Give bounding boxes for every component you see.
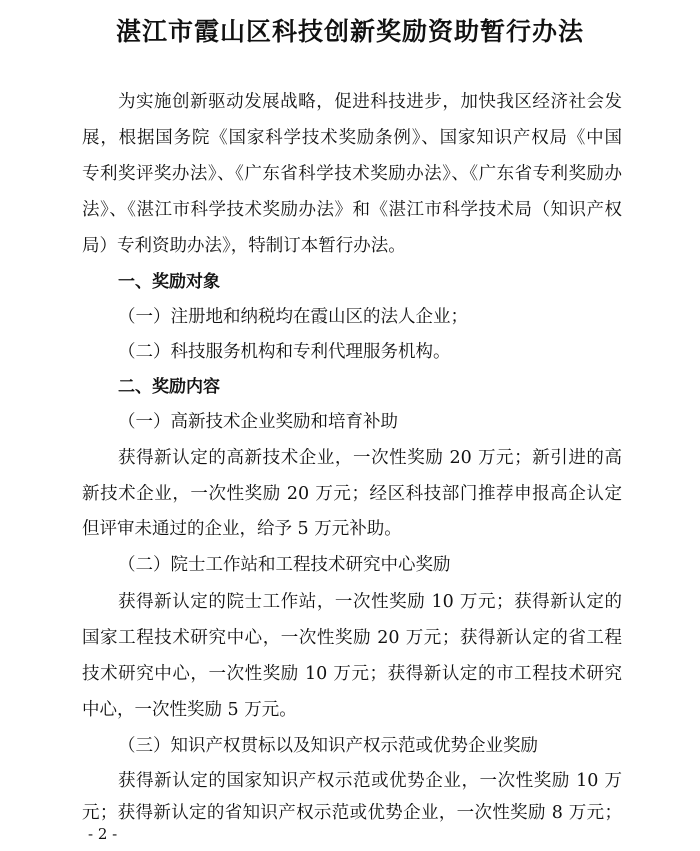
section-heading: 二、奖励内容 bbox=[118, 377, 220, 397]
paragraph-line: 中心，一次性奖励 5 万元。 bbox=[82, 700, 297, 720]
preamble-line: 为实施创新驱动发展战略，促进科技进步，加快我区经济社会发 bbox=[118, 92, 622, 112]
paragraph-line: 获得新认定的国家知识产权示范或优势企业，一次性奖励 10 万 bbox=[118, 771, 622, 791]
subsection-heading: （二）院士工作站和工程技术研究中心奖励 bbox=[118, 555, 451, 575]
preamble-line: 局）专利资助办法》，特制订本暂行办法。 bbox=[82, 236, 406, 256]
paragraph-line: 获得新认定的高新技术企业，一次性奖励 20 万元；新引进的高 bbox=[118, 448, 622, 468]
section-heading: 一、奖励对象 bbox=[118, 272, 220, 292]
subsection-heading: （一）高新技术企业奖励和培育补助 bbox=[118, 412, 398, 432]
paragraph-line: 但评审未通过的企业，给予 5 万元补助。 bbox=[82, 519, 402, 539]
paragraph-line: 技术研究中心，一次性奖励 10 万元；获得新认定的市工程技术研究 bbox=[82, 664, 622, 684]
preamble-line: 法》、《湛江市科学技术奖励办法》和《湛江市科学技术局（知识产权 bbox=[82, 200, 622, 220]
paragraph-line: 国家工程技术研究中心，一次性奖励 20 万元；获得新认定的省工程 bbox=[82, 628, 622, 648]
subsection-heading: （三）知识产权贯标以及知识产权示范或优势企业奖励 bbox=[118, 736, 538, 756]
list-item: （二）科技服务机构和专利代理服务机构。 bbox=[118, 342, 451, 362]
preamble-line: 专利奖评奖办法》、《广东省科学技术奖励办法》、《广东省专利奖励办 bbox=[82, 164, 622, 184]
paragraph-line: 新技术企业，一次性奖励 20 万元；经区科技部门推荐申报高企认定 bbox=[82, 484, 622, 504]
paragraph-line: 获得新认定的院士工作站，一次性奖励 10 万元；获得新认定的 bbox=[118, 592, 622, 612]
page-number: - 2 - bbox=[88, 825, 118, 843]
list-item: （一）注册地和纳税均在霞山区的法人企业； bbox=[118, 307, 468, 327]
document-title: 湛江市霞山区科技创新奖励资助暂行办法 bbox=[115, 17, 584, 46]
paragraph-line: 元；获得新认定的省知识产权示范或优势企业，一次性奖励 8 万元； bbox=[82, 803, 622, 823]
preamble-line: 展，根据国务院《国家科学技术奖励条例》、国家知识产权局《中国 bbox=[82, 128, 622, 148]
